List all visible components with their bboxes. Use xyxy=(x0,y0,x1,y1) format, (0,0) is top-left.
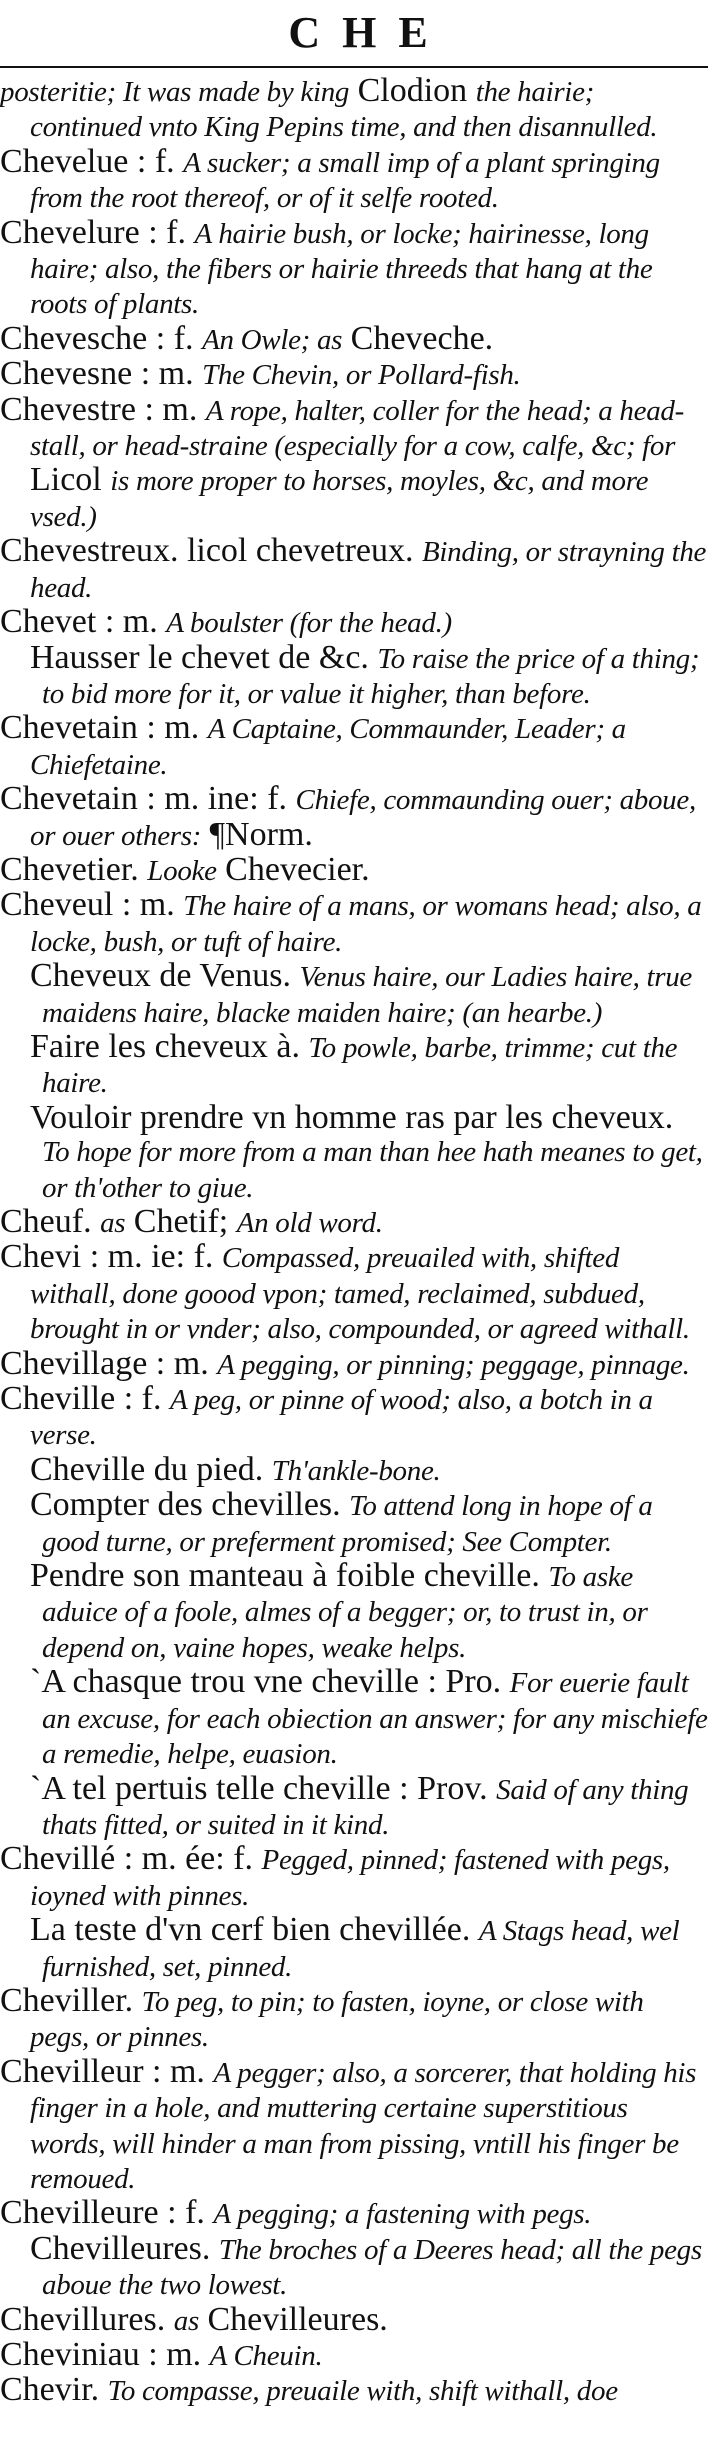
entry-headword: Chevir. xyxy=(0,2371,100,2409)
header-rule xyxy=(0,66,708,68)
entry-grammar: : m. xyxy=(146,709,200,747)
dictionary-entry xyxy=(0,534,708,605)
entry-reference: Hausser le chevet de &c. xyxy=(30,638,369,676)
entry-definition: The haire of a mans, or womans head; also, a locke, bush, or tuft of haire. xyxy=(30,890,702,958)
dictionary-entry xyxy=(0,888,708,959)
entry-reference: `A chasque trou vne cheville : Pro. xyxy=(30,1663,502,1701)
entry-definition-tail: To raise the price of a thing; to bid more for it, or value it higher, than before. xyxy=(42,642,700,710)
entry-definition: posteritie; It was made by king xyxy=(0,76,350,108)
dictionary-entry xyxy=(0,782,708,853)
subentry xyxy=(0,1027,708,1101)
entry-reference: La teste d'vn cerf bien chevillée. xyxy=(30,1911,471,1949)
entry-headword: Chevestreux. licol chevetreux. xyxy=(0,532,414,570)
dictionary-entry xyxy=(0,1842,708,1913)
entry-grammar: : f. xyxy=(155,319,194,357)
entry-headword: Chevetain xyxy=(0,709,138,747)
dictionary-entry xyxy=(0,2373,708,2408)
subentry xyxy=(0,1665,708,1771)
entry-definition-tail: A Stags head, wel furnished, set, pinned. xyxy=(42,1915,680,1983)
entry-definition: A rope, halter, coller for the head; a head-stall, or head-straine (especially for a cow, calfe, &c; for xyxy=(30,394,684,463)
dictionary-entry xyxy=(0,605,708,640)
entry-reference: Clodion xyxy=(357,72,468,109)
entry-grammar: : m. ée: f. xyxy=(123,1840,254,1878)
entry-definition: A sucker; a small imp of a plant springing from the root thereof, or of it selfe rooted. xyxy=(30,146,660,215)
entry-reference: Pendre son manteau à foible cheville. xyxy=(30,1557,540,1595)
entry-grammar: : m. xyxy=(148,2336,202,2373)
dictionary-entry xyxy=(0,1981,708,2055)
entry-definition-tail: To hope for more from a man than hee hath meanes to get, or th'other to giue. xyxy=(42,1136,703,1204)
entry-definition: A pegging, or pinning; peggage, pinnage. xyxy=(217,1348,690,1381)
entry-reference: Cheveux de Venus. xyxy=(30,957,291,995)
entry-reference: Cheville du pied. xyxy=(30,1450,264,1488)
entry-definition-tail: Th'ankle-bone. xyxy=(271,1454,441,1487)
entry-definition: An Owle; as xyxy=(202,323,343,356)
subentry xyxy=(0,2229,708,2303)
running-head: CHE xyxy=(288,8,450,57)
dictionary-entry xyxy=(0,1382,708,1453)
entry-grammar: : m. xyxy=(104,603,158,641)
entry-reference: Chevilleures. xyxy=(207,2300,388,2338)
subentry xyxy=(0,959,708,1030)
entry-definition-tail: the hairie; continued vnto King Pepins time, and then disannulled. xyxy=(30,76,658,144)
entry-grammar: : m. ine: f. xyxy=(146,780,288,818)
entry-headword: Cheuf. xyxy=(0,1203,92,1240)
entry-definition-tail: To attend long in hope of a good turne, or preferment promised; See Compter. xyxy=(42,1490,653,1558)
subentry xyxy=(0,1559,708,1665)
entry-reference: Compter des chevilles. xyxy=(30,1486,341,1524)
entry-definition: as xyxy=(173,2304,199,2337)
entry-definition: Pegged, pinned; fastened with pegs, ioyned with pinnes. xyxy=(30,1844,670,1912)
dictionary-entry xyxy=(0,711,708,782)
dictionary-entry xyxy=(0,2052,708,2197)
entry-grammar: : m. xyxy=(144,390,198,428)
entry-grammar: : m. xyxy=(121,886,175,924)
dictionary-entry xyxy=(0,1344,708,1382)
entry-headword: Cheville xyxy=(0,1380,116,1418)
entry-definition-tail: Venus haire, our Ladies haire, true maidens haire, blacke maiden haire; (an hearbe.) xyxy=(42,961,692,1029)
entry-headword: Chevillures. xyxy=(0,2300,166,2338)
entry-reference: ¶Norm. xyxy=(209,815,313,853)
entry-headword: Chevet xyxy=(0,603,97,641)
entry-headword: Cheveul xyxy=(0,886,114,924)
entry-list xyxy=(0,74,708,2409)
entry-definition: A boulster (for the head.) xyxy=(166,607,452,640)
subentry xyxy=(0,1488,708,1559)
entry-headword: Chevesche xyxy=(0,319,148,357)
dictionary-entry xyxy=(0,319,708,357)
entry-grammar: : f. xyxy=(148,213,186,251)
entry-definition: The Chevin, or Pollard-fish. xyxy=(202,359,521,392)
entry-reference: `A tel pertuis telle cheville : Prov. xyxy=(30,1769,488,1807)
entry-definition: A pegger; also, a sorcerer, that holding his finger in a hole, and muttering certaine superstitious words, will hinder a man from pissing, vntill his finger be remoued. xyxy=(30,2056,697,2195)
entry-grammar: : m. ie: f. xyxy=(89,1238,214,1276)
subentry xyxy=(0,1913,708,1984)
entry-definition-tail: is more proper to horses, moyles, &c, and more vsed.) xyxy=(30,465,649,533)
entry-definition: A Captaine, Commaunder, Leader; a Chiefetaine. xyxy=(30,713,626,781)
entry-definition: Compassed, preuailed with, shifted withall, done goood vpon; tamed, reclaimed, subdued, brought in or vnder; also, compounded, or agreed withall. xyxy=(30,1242,690,1346)
entry-headword: Chevilleure xyxy=(0,2194,159,2232)
entry-definition-tail: Said of any thing thats fitted, or suited in it kind. xyxy=(42,1773,689,1841)
entry-reference: Vouloir prendre vn homme ras par les cheveux. xyxy=(30,1098,674,1136)
entry-headword: Chevelure xyxy=(0,213,140,251)
entry-grammar: : f. xyxy=(167,2194,205,2232)
entry-reference: Faire les cheveux à. xyxy=(30,1027,300,1065)
dictionary-entry xyxy=(0,850,708,888)
subentry xyxy=(0,1769,708,1843)
entry-reference: Chetif; xyxy=(133,1203,229,1240)
entry-headword: Chevi xyxy=(0,1238,82,1276)
entry-headword: Chevetier. xyxy=(0,850,139,888)
dictionary-entry xyxy=(0,142,708,216)
entry-grammar: : f. xyxy=(136,142,175,180)
entry-definition: as xyxy=(100,1207,126,1239)
entry-definition: To compasse, preuaile with, shift withall, doe xyxy=(107,2375,618,2408)
entry-definition: A Cheuin. xyxy=(209,2340,323,2372)
entry-grammar: : m. xyxy=(155,1344,209,1382)
entry-definition: Chiefe, commaunding ouer; aboue, or ouer others: xyxy=(30,784,696,852)
entry-definition: A hairie bush, or locke; hairinesse, long haire; also, the fibers or hairie threeds that hang at the roots of plants. xyxy=(30,217,653,321)
dictionary-entry xyxy=(0,213,708,322)
dictionary-entry xyxy=(0,2338,708,2373)
subentry xyxy=(0,638,708,712)
entry-headword: Chevillage xyxy=(0,1344,148,1382)
entry-definition-tail: An old word. xyxy=(236,1207,383,1239)
entry-definition: Binding, or strayning the head. xyxy=(30,536,707,604)
entry-grammar: : f. xyxy=(123,1380,162,1418)
entry-headword: Chevesne xyxy=(0,355,133,393)
entry-headword: Chevilleur xyxy=(0,2052,144,2090)
entry-reference: Chevilleures. xyxy=(30,2229,211,2267)
entry-definition-tail: The broches of a Deeres head; all the pegs aboue the two lowest. xyxy=(42,2233,702,2302)
dictionary-entry xyxy=(0,74,708,145)
entry-definition: To peg, to pin; to fasten, ioyne, or close with pegs, or pinnes. xyxy=(30,1985,644,2054)
dictionary-entry xyxy=(0,357,708,392)
dictionary-entry xyxy=(0,2196,708,2231)
entry-definition: Looke xyxy=(147,854,217,887)
entry-grammar: : m. xyxy=(152,2052,205,2090)
entry-headword: Chevelue xyxy=(0,142,129,180)
entry-grammar: : m. xyxy=(140,355,194,393)
entry-headword: Chevetain xyxy=(0,780,138,818)
entry-headword: Chevestre xyxy=(0,390,136,428)
entry-definition-tail: To powle, barbe, trimme; cut the haire. xyxy=(42,1031,678,1100)
entry-headword: Cheviniau xyxy=(0,2336,140,2373)
entry-definition: A peg, or pinne of wood; also, a botch in a verse. xyxy=(30,1384,653,1452)
entry-headword: Cheviller. xyxy=(0,1981,134,2019)
entry-definition-tail: To aske aduice of a foole, almes of a begger; or, to trust in, or depend on, vaine hopes, weake helps. xyxy=(42,1561,648,1664)
entry-definition: A pegging; a fastening with pegs. xyxy=(213,2198,592,2231)
dictionary-entry xyxy=(0,1205,708,1240)
entry-reference: Cheveche. xyxy=(350,319,494,357)
entry-definition-tail: For euerie fault an excuse, for each obiection an answer; for any mischiefe a remedie, helpe, euasion. xyxy=(42,1667,708,1771)
subentry xyxy=(0,1450,708,1488)
subentry xyxy=(0,1098,708,1205)
entry-reference: Licol xyxy=(30,461,102,499)
dictionary-entry xyxy=(0,390,708,535)
entry-reference: Chevecier. xyxy=(225,850,370,888)
entry-headword: Chevillé xyxy=(0,1840,116,1878)
dictionary-entry xyxy=(0,2300,708,2338)
dictionary-entry xyxy=(0,1240,708,1346)
